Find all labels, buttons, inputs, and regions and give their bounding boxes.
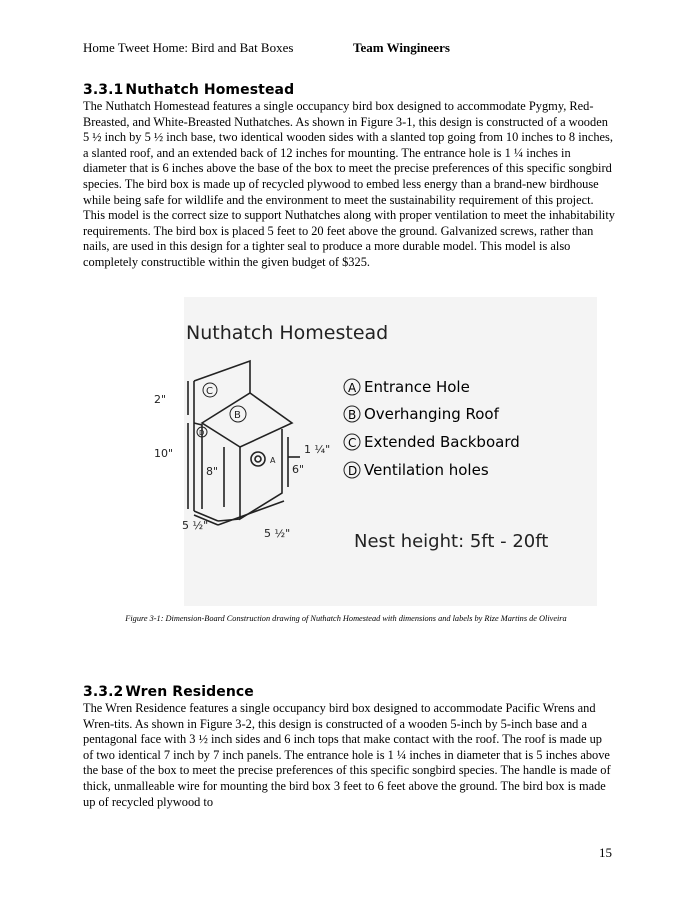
legend-text-b: Overhanging Roof	[364, 405, 499, 423]
svg-text:B: B	[348, 408, 357, 422]
legend-text-c: Extended Backboard	[364, 433, 520, 451]
section-heading-wren	[83, 684, 254, 700]
legend-item-a	[344, 378, 470, 396]
nest-height-label: Nest height: 5ft - 20ft	[354, 531, 549, 552]
page-number: 15	[599, 845, 612, 860]
dim-left: 10"	[154, 447, 174, 460]
legend-item-d	[344, 461, 489, 479]
document-title: Home Tweet Home: Bird and Bat Boxes	[83, 40, 294, 55]
page-header	[83, 40, 450, 56]
dim-base-right: 5 ½"	[264, 527, 291, 540]
legend	[344, 378, 520, 479]
section-paragraph-wren: The Wren Residence features a single occupancy bird box designed to accommodate Pacific Wrens and Wren-tits. As shown in Figure 3-2, this design is constructed of a wooden 5-inch by 5-inch base and a pentagonal face with 3 ½ inch sides and 6 inch tops that make contact with the roof. The roof is made up of two identical 7 inch by 7 inch panels. The entrance hole is 1 ¼ inches in diameter that is 5 inches above the base of the box to meet the precise preferences of this specific songbird species. The handle is made of thick, unmalleable wire for mounting the bird box 3 feet to 6 feet above the ground. The bird box is made up of recycled plywood to	[83, 701, 611, 809]
part-a-letter: A	[270, 456, 276, 465]
dim-base-left: 5 ½"	[182, 519, 209, 532]
section-title: Nuthatch Homestead	[125, 82, 295, 98]
dim-front: 8"	[206, 465, 219, 478]
dim-top: 2"	[154, 393, 167, 406]
section-number: 3.3.2	[83, 684, 124, 700]
section-number: 3.3.1	[83, 82, 124, 98]
drawing-title: Nuthatch Homestead	[186, 322, 389, 344]
svg-text:D: D	[348, 464, 358, 478]
team-name: Team Wingineers	[353, 40, 450, 55]
legend-text-d: Ventilation holes	[364, 461, 489, 479]
legend-item-b	[344, 405, 500, 423]
part-c-letter: C	[206, 386, 213, 397]
part-d-letter: D	[199, 429, 205, 437]
figure-nuthatch-drawing	[154, 297, 597, 606]
svg-text:A: A	[348, 381, 357, 395]
section-title: Wren Residence	[125, 684, 254, 700]
figure-caption: Figure 3-1: Dimension-Board Construction drawing of Nuthatch Homestead with dimensions and labels by Rize Martins de Oliveira	[125, 614, 567, 623]
dim-hole-height: 6"	[292, 463, 305, 476]
dim-hole: 1 ¼"	[304, 443, 331, 456]
svg-text:C: C	[348, 436, 357, 450]
legend-item-c	[344, 433, 520, 451]
part-b-letter: B	[234, 410, 241, 421]
sketch-drawing	[154, 297, 597, 606]
legend-text-a: Entrance Hole	[364, 378, 470, 396]
section-paragraph-nuthatch: The Nuthatch Homestead features a single occupancy bird box designed to accommodate Pygmy, Red-Breasted, and White-Breasted Nuthatches. As shown in Figure 3-1, this design is constructed of a wooden 5 ½ inch by 5 ½ inch base, two identical wooden sides with a slanted top going from 10 inches to 8 inches, a slanted roof, and an extended back of 12 inches for mounting. The entrance hole is 1 ¼ inches in diameter that is 6 inches above the base of the box to meet the precise preferences of this specific songbird species. The bird box is made up of recycled plywood to embed less energy than a brand-new birdhouse while being safe for wildlife and the environment to meet the sustainability requirement of this project. This model is the correct size to support Nuthatches along with proper ventilation to meet the inhabitability requirements. The bird box is placed 5 feet to 20 feet above the ground. Galvanized screws, rather than nails, are used in this design for a tighter seal to produce a more durable model. This model is also completely constructible within the given budget of $325.	[83, 99, 615, 269]
section-heading-nuthatch	[83, 82, 294, 98]
